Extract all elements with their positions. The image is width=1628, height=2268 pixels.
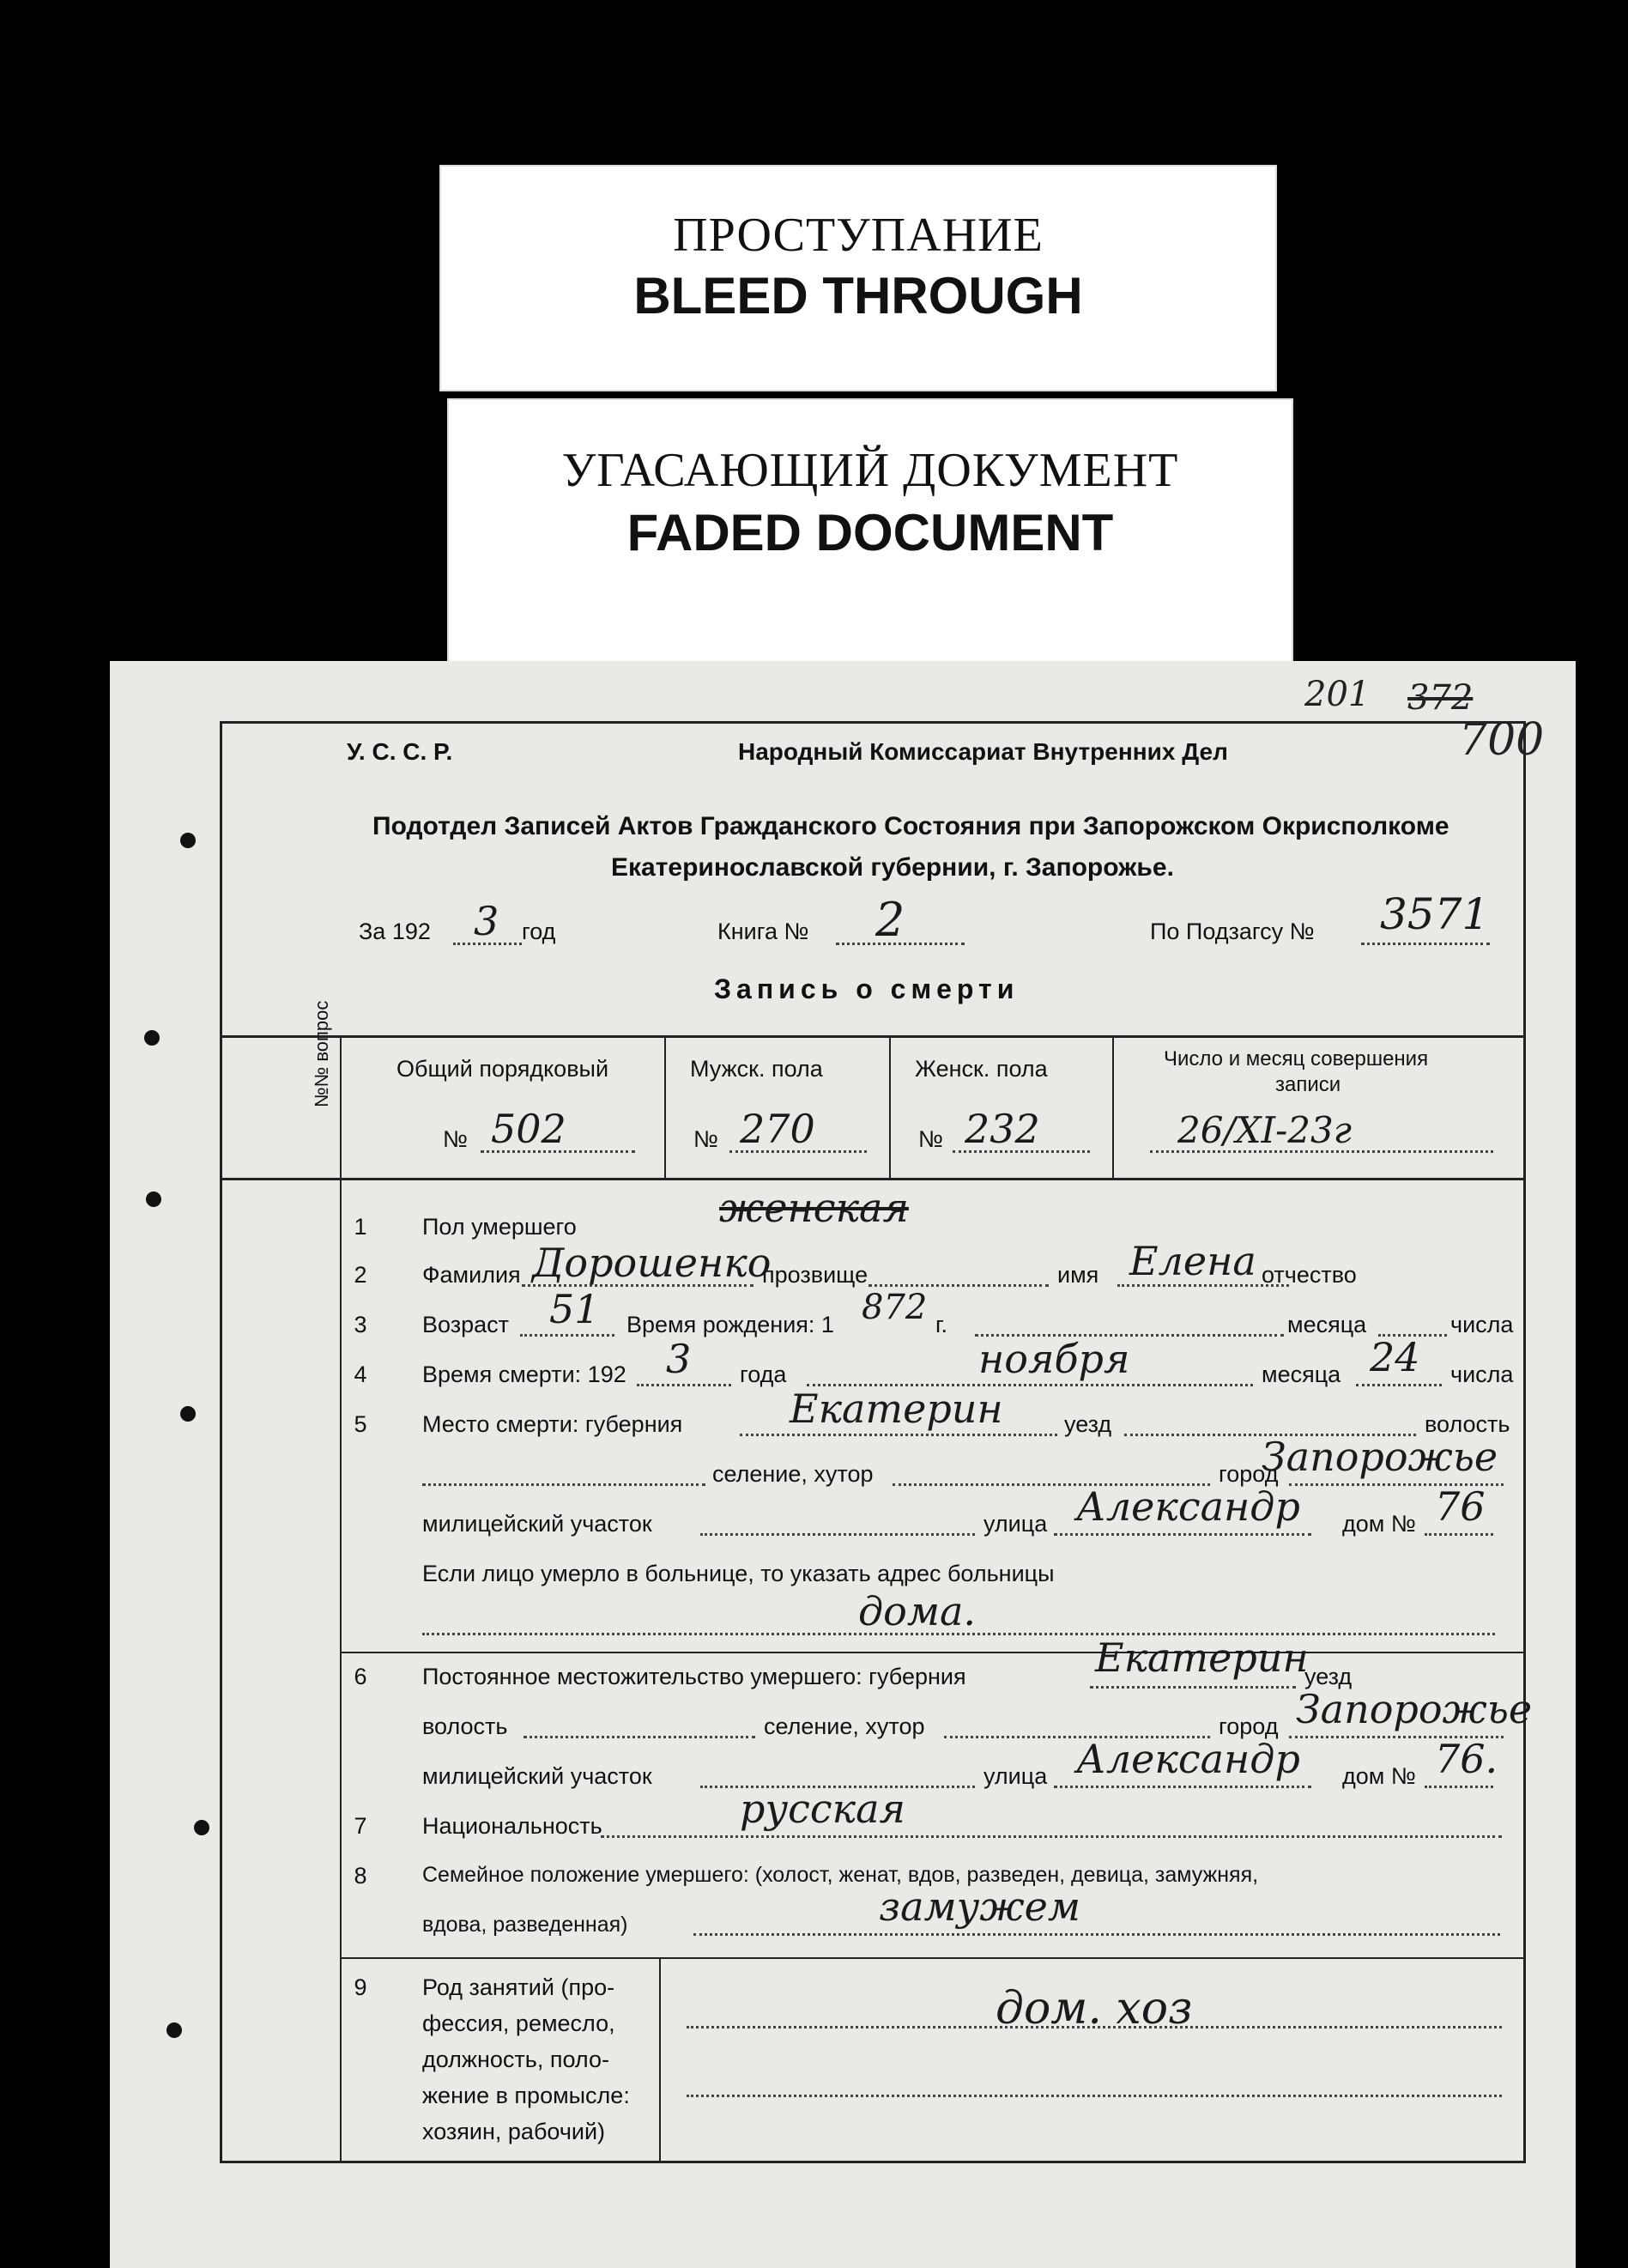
death-street-label: улица (983, 1511, 1048, 1537)
general-count-prefix: № (443, 1126, 468, 1152)
birth-day-label: числа (1450, 1312, 1514, 1337)
punch-hole (144, 1030, 160, 1046)
date-label-1: Число и месяц совершения (1164, 1047, 1429, 1070)
age-value: 51 (549, 1286, 600, 1332)
punch-hole (180, 1406, 196, 1422)
residence-house-label: дом № (1342, 1763, 1416, 1789)
alias-line (868, 1284, 1049, 1287)
surname-label: Фамилия (422, 1262, 521, 1288)
occupation-label-3: должность, поло- (422, 2047, 609, 2072)
residence-volost-line (524, 1736, 755, 1738)
residence-village-label: селение, хутор (764, 1713, 925, 1739)
row-number-1: 1 (354, 1214, 367, 1240)
death-police-line (700, 1533, 975, 1536)
record-title: Запись о смерти (714, 973, 1020, 1004)
death-police-label: милицейский участок (422, 1511, 652, 1537)
row-number-8: 8 (354, 1863, 367, 1889)
death-street-line (1054, 1533, 1311, 1536)
year-value: 3 (474, 898, 499, 944)
nationality-value: русская (740, 1786, 906, 1832)
occupation-label-5: хозяин, рабочий) (422, 2119, 606, 2144)
residence-street-value: Александр (1076, 1736, 1300, 1782)
marital-status-line (693, 1933, 1500, 1936)
archive-page-mark-struck: 372 (1407, 678, 1474, 718)
death-house-value: 76 (1435, 1483, 1486, 1530)
occupation-label-1: Род занятий (про- (422, 1974, 615, 2000)
sex-label: Пол умершего (422, 1214, 577, 1240)
occupation-label-2: фессия, ремесло, (422, 2010, 615, 2036)
residence-county-label: уезд (1304, 1664, 1353, 1689)
hospital-value: дома. (858, 1588, 977, 1634)
death-place-label: Место смерти: губерния (422, 1411, 683, 1437)
death-house-label: дом № (1342, 1511, 1416, 1537)
punch-hole (194, 1820, 209, 1835)
year-label: За 192 (359, 919, 431, 944)
death-month-label: месяца (1262, 1361, 1341, 1387)
marital-status-label-1: Семейное положение умершего: (холост, женат, вдов, разведен, девица, замужняя, (422, 1863, 1259, 1887)
row-number-5: 5 (354, 1411, 367, 1437)
death-volost-label: волость (1425, 1411, 1510, 1437)
residence-house-line (1425, 1786, 1493, 1788)
age-label: Возраст (422, 1312, 509, 1337)
section-rule (340, 1652, 1526, 1653)
bleed-through-ru: ПРОСТУПАНИЕ (673, 209, 1044, 262)
female-count-label: Женск. пола (915, 1056, 1048, 1082)
counter-divider (1112, 1035, 1114, 1178)
sex-value: женская (719, 1185, 909, 1231)
death-county-label: уезд (1064, 1411, 1112, 1437)
faded-document-card (449, 400, 1292, 671)
death-day-line (1356, 1384, 1442, 1386)
residence-city-value: Запорожье (1296, 1686, 1533, 1732)
row-number-4: 4 (354, 1361, 367, 1387)
residence-street-line (1054, 1786, 1311, 1788)
birth-label: Время рождения: 1 (626, 1312, 834, 1337)
male-count-value: 270 (740, 1106, 815, 1152)
punch-hole (180, 833, 196, 848)
occupation-line (687, 2095, 1502, 2097)
row-number-7: 7 (354, 1813, 367, 1839)
section-rule (340, 1957, 1526, 1959)
female-count-prefix: № (918, 1126, 943, 1152)
occupation-value: дом. хоз (996, 1983, 1193, 2035)
table-bottom-rule (220, 1178, 1526, 1180)
surname-value: Дорошенко (532, 1240, 772, 1286)
subregister-label: По Подзагсу № (1150, 919, 1315, 944)
punch-hole (146, 1192, 161, 1207)
marital-status-value: замужем (879, 1883, 1080, 1930)
marital-status-label-2: вдова, разведенная) (422, 1913, 628, 1937)
subregister-value: 3571 (1380, 889, 1490, 939)
age-line (520, 1334, 614, 1337)
office-line-1: Подотдел Записей Актов Гражданского Состояния при Запорожском Окрисполкоме (372, 812, 1449, 840)
nationality-line (601, 1835, 1502, 1838)
death-year-value: 3 (666, 1336, 692, 1382)
death-house-line (1425, 1533, 1493, 1536)
office-line-2: Екатеринославской губернии, г. Запорожье. (611, 853, 1174, 882)
date-label-2: записи (1275, 1073, 1341, 1096)
female-count-value: 232 (965, 1106, 1040, 1152)
death-day-label: числа (1450, 1361, 1514, 1387)
death-day-value: 24 (1370, 1334, 1420, 1380)
state-label: У. С. С. Р. (347, 738, 453, 765)
residence-province-line (1090, 1686, 1296, 1689)
ministry-label: Народный Комиссариат Внутренних Дел (738, 738, 1228, 765)
punch-hole (166, 2022, 182, 2038)
general-count-value: 502 (491, 1106, 566, 1152)
year-suffix: год (522, 919, 556, 944)
death-month-value: ноября (978, 1336, 1130, 1382)
residence-volost-label: волость (422, 1713, 508, 1739)
row-number-2: 2 (354, 1262, 367, 1288)
counter-divider (889, 1035, 891, 1178)
bleed-through-card (441, 167, 1275, 390)
question-number-label: №№ вопрос (311, 1000, 332, 1107)
given-name-label: имя (1057, 1262, 1099, 1288)
death-year-line (637, 1384, 731, 1386)
residence-province-value: Екатерин (1095, 1634, 1309, 1681)
death-street-value: Александр (1076, 1483, 1300, 1530)
residence-label: Постоянное местожительство умершего: губерния (422, 1664, 966, 1689)
counter-divider (664, 1035, 666, 1178)
table-top-rule (220, 1035, 1526, 1038)
occupation-divider (659, 1957, 661, 2163)
faded-document-ru: УГАСАЮЩИЙ ДОКУМЕНТ (561, 444, 1179, 497)
death-volost-line (422, 1483, 705, 1486)
death-province-value: Екатерин (790, 1386, 1003, 1432)
book-value: 2 (875, 893, 905, 947)
residence-police-label: милицейский участок (422, 1763, 652, 1789)
row-number-9: 9 (354, 1974, 367, 2000)
given-name-value: Елена (1129, 1238, 1256, 1284)
alias-label: прозвище (762, 1262, 868, 1288)
birth-year-value: 872 (862, 1288, 928, 1327)
faded-document-en: FADED DOCUMENT (626, 504, 1114, 561)
death-province-line (740, 1434, 1057, 1436)
archive-page-mark: 201 (1304, 675, 1371, 714)
birth-suffix: г. (935, 1312, 948, 1337)
male-count-label: Мужск. пола (690, 1056, 823, 1082)
death-city-value: Запорожье (1262, 1434, 1498, 1480)
residence-house-value: 76. (1435, 1736, 1498, 1782)
archive-page-mark-new: 700 (1459, 714, 1545, 766)
death-village-label: селение, хутор (712, 1461, 874, 1487)
row-number-3: 3 (354, 1312, 367, 1337)
patronymic-label: отчество (1262, 1262, 1357, 1288)
male-count-prefix: № (693, 1126, 718, 1152)
subregister-line (1361, 943, 1490, 945)
residence-street-label: улица (983, 1763, 1048, 1789)
birth-month-label: месяца (1287, 1312, 1367, 1337)
death-time-label: Время смерти: 192 (422, 1361, 626, 1387)
row-number-6: 6 (354, 1664, 367, 1689)
occupation-label-4: жение в промысле: (422, 2083, 630, 2108)
death-year-suffix: года (740, 1361, 787, 1387)
general-count-label: Общий порядковый (396, 1056, 609, 1082)
hospital-label: Если лицо умерло в больнице, то указать адрес больницы (422, 1561, 1055, 1586)
book-label: Книга № (717, 919, 809, 944)
death-city-label: город (1219, 1461, 1279, 1487)
residence-city-label: город (1219, 1713, 1279, 1739)
bleed-through-en: BLEED THROUGH (633, 267, 1083, 324)
nationality-label: Национальность (422, 1813, 602, 1839)
date-value: 26/XI-23г (1177, 1109, 1352, 1151)
